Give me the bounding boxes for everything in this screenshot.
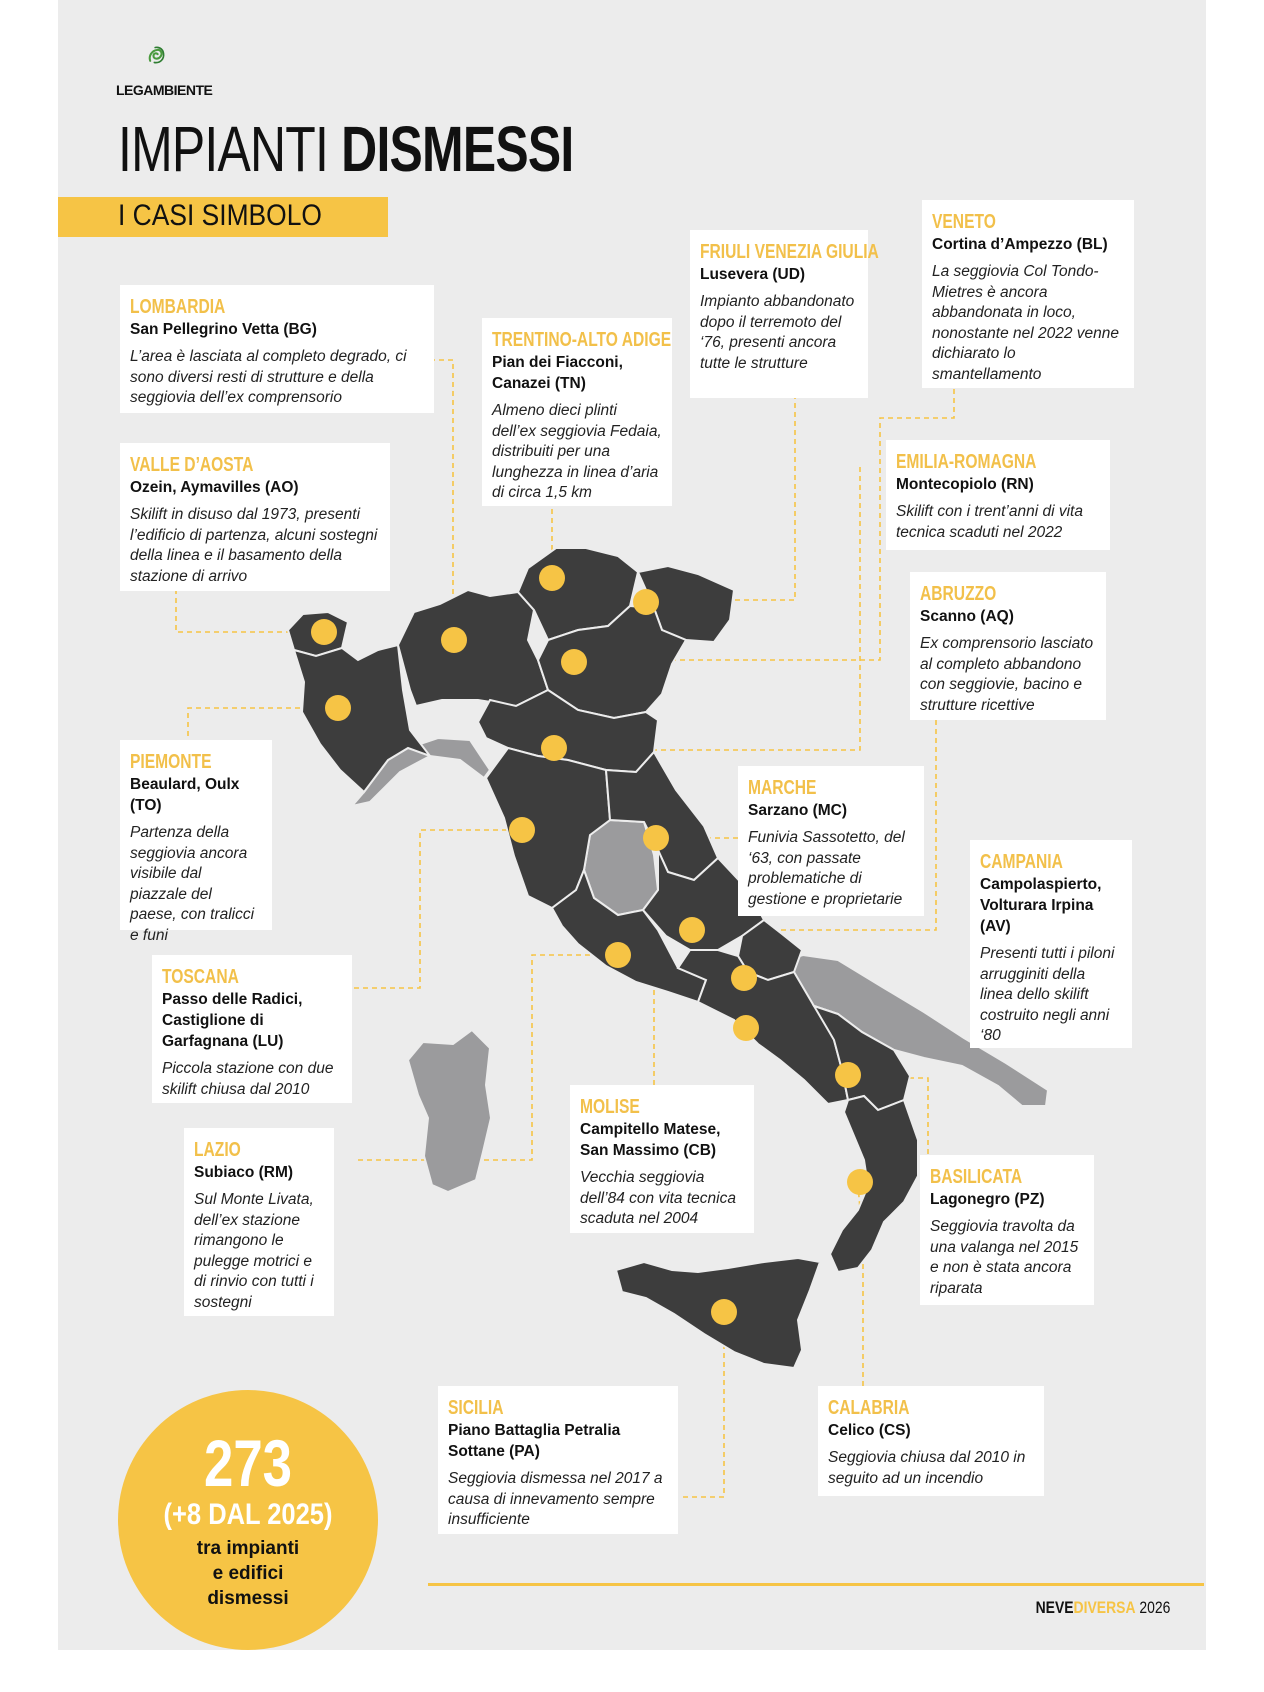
- card-desc: Vecchia seggiovia dell’84 con vita tecnica scaduta nel 2004: [580, 1169, 736, 1227]
- legambiente-logo: [146, 30, 196, 80]
- card-place: Lagonegro (PZ): [930, 1191, 1045, 1208]
- card-friuli: [690, 230, 879, 398]
- footer-part2: DIVERSA: [1073, 1598, 1136, 1617]
- dot-molise: [731, 965, 757, 991]
- card-region: VALLE D’AOSTA: [130, 454, 254, 476]
- infographic-page: [58, 0, 1206, 1650]
- stat-caption: [118, 1536, 378, 1611]
- card-place: Scanno (AQ): [920, 608, 1014, 625]
- dot-valle-aosta: [311, 619, 337, 645]
- stat-circle: [118, 1390, 378, 1650]
- footer-year: 2026: [1138, 1598, 1170, 1617]
- card-region: CALABRIA: [828, 1397, 910, 1419]
- card-place: Beaulard, Oulx (TO): [130, 776, 240, 814]
- dot-basilicata: [835, 1062, 861, 1088]
- card-place: Celico (CS): [828, 1422, 911, 1439]
- card-place: Montecopiolo (RN): [896, 476, 1034, 493]
- card-abruzzo: [910, 572, 1106, 720]
- card-desc: Skilift con i trent’anni di vita tecnica scaduti nel 2022: [896, 503, 1083, 541]
- dot-toscana: [509, 817, 535, 843]
- card-place: Subiaco (RM): [194, 1164, 294, 1181]
- stat-delta: (+8 DAL 2025): [163, 1498, 333, 1531]
- brand-name: LEGAMBIENTE: [116, 82, 213, 98]
- card-desc: Seggiovia dismessa nel 2017 a causa di innevamento sempre insufficiente: [448, 1470, 663, 1528]
- card-desc: Presenti tutti i piloni arrugginiti della linea dello skilift costruito negli anni ‘80: [980, 945, 1115, 1044]
- card-desc: Partenza della seggiovia ancora visibile dal piazzale del paese, con tralicci e funi: [130, 824, 255, 944]
- dot-lazio: [605, 942, 631, 968]
- card-marche: [738, 766, 924, 916]
- footer-line: [428, 1583, 1204, 1586]
- card-place: Lusevera (UD): [700, 266, 806, 283]
- card-region: CAMPANIA: [980, 851, 1063, 873]
- card-toscana: [152, 955, 352, 1103]
- card-region: MARCHE: [748, 777, 817, 799]
- card-piemonte: [120, 740, 272, 944]
- dot-lombardia: [441, 627, 467, 653]
- card-place: Campolaspierto, Volturara Irpina (AV): [980, 876, 1102, 935]
- card-lazio: [184, 1128, 334, 1316]
- card-region: MOLISE: [580, 1096, 640, 1118]
- card-place: Ozein, Aymavilles (AO): [130, 479, 299, 496]
- dot-piemonte: [325, 695, 351, 721]
- card-region: LAZIO: [194, 1139, 241, 1161]
- card-veneto: [922, 200, 1134, 388]
- card-desc: Seggiovia travolta da una valanga nel 2015 e non è stata ancora riparata: [930, 1218, 1079, 1297]
- card-desc: Impianto abbandonato dopo il terremoto del ‘76, presenti ancora tutte le strutture: [700, 293, 855, 372]
- card-molise: [570, 1085, 754, 1233]
- stat-caption-line-2: e edifici: [212, 1563, 284, 1584]
- stat-number: 273: [203, 1426, 293, 1500]
- card-place: Piano Battaglia Petralia Sottane (PA): [448, 1422, 621, 1460]
- card-region: ABRUZZO: [920, 583, 997, 605]
- dot-trentino: [539, 565, 565, 591]
- page-title: [118, 112, 573, 186]
- card-desc: Funivia Sassotetto, del ‘63, con passate problematiche di gestione e proprietarie: [748, 829, 905, 908]
- card-desc: Seggiovia chiusa dal 2010 in seguito ad un incendio: [828, 1449, 1026, 1487]
- card-place: Cortina d’Ampezzo (BL): [932, 236, 1108, 253]
- card-place: Passo delle Radici, Castiglione di Garfagnana (LU): [162, 991, 303, 1050]
- card-basilicata: [920, 1155, 1094, 1305]
- dot-marche: [643, 825, 669, 851]
- footer-brand: [1035, 1598, 1170, 1618]
- dot-veneto: [561, 649, 587, 675]
- stat-caption-line-1: tra impianti: [196, 1538, 300, 1559]
- card-sicilia: [438, 1386, 678, 1534]
- dot-emilia: [541, 735, 567, 761]
- footer-part1: NEVE: [1035, 1598, 1074, 1617]
- page-subtitle: I CASI SIMBOLO: [118, 199, 322, 232]
- card-region: LOMBARDIA: [130, 296, 226, 318]
- card-campania: [970, 840, 1132, 1048]
- card-desc: Almeno dieci plinti dell’ex seggiovia Fedaia, distribuiti per una lunghezza in linea d’aria di circa 1,5 km: [492, 402, 662, 501]
- sardegna-region: [408, 1030, 491, 1192]
- card-desc: L’area è lasciata al completo degrado, ci sono diversi resti di strutture e della seggiovia dell’ex comprensorio: [130, 348, 407, 406]
- card-place: San Pellegrino Vetta (BG): [130, 321, 317, 338]
- card-place: Campitello Matese, San Massimo (CB): [580, 1121, 721, 1159]
- card-place: Pian dei Fiacconi, Canazei (TN): [492, 354, 623, 392]
- card-region: TOSCANA: [162, 966, 239, 988]
- card-region: FRIULI VENEZIA GIULIA: [700, 241, 879, 263]
- dot-friuli: [633, 589, 659, 615]
- title-bold: DISMESSI: [341, 113, 574, 185]
- dot-calabria: [847, 1169, 873, 1195]
- card-region: PIEMONTE: [130, 751, 212, 773]
- card-place: Sarzano (MC): [748, 802, 848, 819]
- title-light: IMPIANTI: [118, 113, 329, 185]
- card-desc: Ex comprensorio lasciato al completo abbandono con seggiovie, bacino e strutture ricettive: [920, 635, 1094, 714]
- card-lombardia: [120, 285, 434, 413]
- card-emilia: [886, 440, 1110, 550]
- card-region: BASILICATA: [930, 1166, 1023, 1188]
- card-trentino: [482, 318, 672, 506]
- card-desc: La seggiovia Col Tondo-Mietres è ancora abbandonata in loco, nonostante nel 2022 venne dichiarato lo smantellamento: [932, 263, 1120, 383]
- card-desc: Skilift in disuso dal 1973, presenti l’edificio di partenza, alcuni sostegni della linea e il basamento della stazione di arrivo: [130, 506, 378, 585]
- card-region: EMILIA-ROMAGNA: [896, 451, 1037, 473]
- card-valle-aosta: [120, 443, 390, 591]
- card-desc: Piccola stazione con due skilift chiusa dal 2010: [162, 1060, 334, 1098]
- dot-abruzzo: [679, 917, 705, 943]
- card-desc: Sul Monte Livata, dell’ex stazione rimangono le pulegge motrici e di rinvio con tutti i sostegni: [194, 1191, 314, 1311]
- card-region: VENETO: [932, 211, 996, 233]
- lombardia-region: [398, 590, 548, 706]
- stat-caption-line-3: dismessi: [207, 1588, 289, 1609]
- calabria-region: [830, 1096, 918, 1272]
- card-calabria: [818, 1386, 1044, 1496]
- dot-sicilia: [711, 1299, 737, 1325]
- card-region: TRENTINO-ALTO ADIGE: [492, 329, 672, 351]
- card-region: SICILIA: [448, 1397, 504, 1419]
- dot-campania: [733, 1015, 759, 1041]
